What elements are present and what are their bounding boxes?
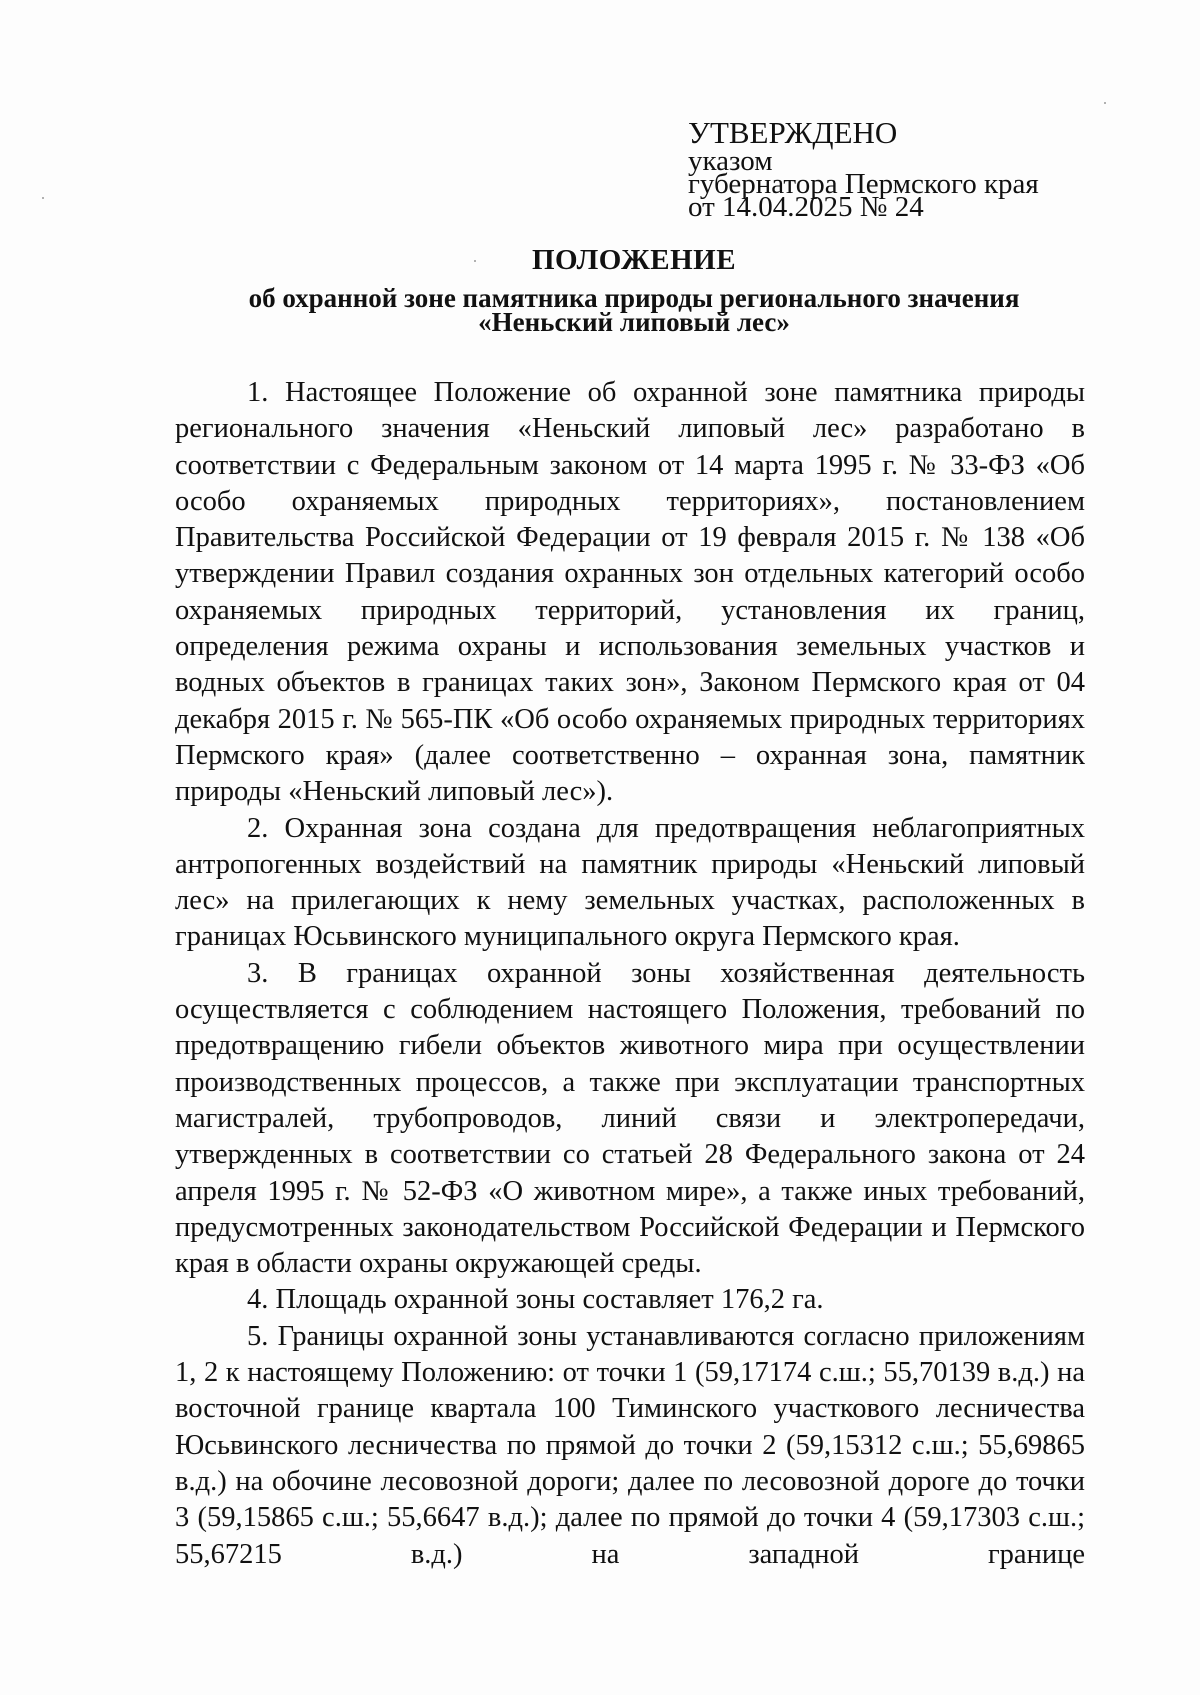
paragraph-5: 5. Границы охранной зоны устанавливаются согласно приложениям 1, 2 к настоящему Положению: от точки 1 (59,17174 с.ш.; 55,70139 в.д.) на восточной границе квартала 100 Тиминского участкового лесничества Юсьвинского лесничества по прямой до точки 2 (59,15312 с.ш.; 55,69865 в.д.) на обочине лесовозной дороги; далее по лесовозной дороге до точки 3 (59,15865 с.ш.; 55,6647 в.д.); далее по прямой до точки 4 (59,17303 с.ш.; 55,67215 в.д.) на западной границе: [175, 1320, 1085, 1570]
scan-speck: [474, 260, 476, 262]
approval-decree-line: указом: [688, 145, 773, 177]
paragraph-2: 2. Охранная зона создана для предотвращения неблагоприятных антропогенных воздействий на памятник природы «Неньский липовый лес» на прилегающих к нему земельных участках, расположенных в границах Юсьвинского муниципального округа Пермского края.: [175, 812, 1085, 953]
subtitle-line-2: «Неньский липовый лес»: [478, 307, 790, 337]
approval-stamp: [688, 115, 1039, 223]
paragraph-4: 4. Площадь охранной зоны составляет 176,2 га.: [247, 1284, 824, 1316]
document-body: [175, 375, 1085, 1573]
document-title: ПОЛОЖЕНИЕ: [531, 244, 737, 276]
document-subtitle: [0, 283, 1200, 337]
approval-date-line: от 14.04.2025 № 24: [688, 191, 924, 223]
paragraph-3: 3. В границах охранной зоны хозяйственная деятельность осуществляется с соблюдением настоящего Положения, требований по предотвращению гибели объектов животного мира при осуществлении производственных процессов, а также при эксплуатации транспортных магистралей, трубопроводов, линий связи и электропередачи, утвержденных в соответствии со статьей 28 Федерального закона от 24 апреля 1995 г. № 52-ФЗ «О животном мире», а также иных требований, предусмотренных законодательством Российской Федерации и Пермского края в области охраны окружающей среды.: [175, 957, 1085, 1280]
scan-speck: [1104, 102, 1106, 104]
approval-governor-line: губернатора Пермского края: [688, 168, 1039, 200]
paragraph-1: 1. Настоящее Положение об охранной зоне памятника природы регионального значения «Неньский липовый лес» разработано в соответствии с Федеральным законом от 14 марта 1995 г. № 33-ФЗ «Об особо охраняемых природных территориях», постановлением Правительства Российской Федерации от 19 февраля 2015 г. № 138 «Об утверждении Правил создания охранных зон отдельных категорий особо охраняемых природных территорий, установления их границ, определения режима охраны и использования земельных участков и водных объектов в границах таких зон», Законом Пермского края от 04 декабря 2015 г. № 565-ПК «Об особо охраняемых природных территориях Пермского края» (далее соответственно – охранная зона, памятник природы «Неньский липовый лес»).: [175, 377, 1085, 808]
subtitle-line-1: об охранной зоне памятника природы регионального значения: [248, 283, 1020, 313]
scan-speck: [42, 197, 44, 199]
approval-heading: УТВЕРЖДЕНО: [688, 115, 898, 150]
